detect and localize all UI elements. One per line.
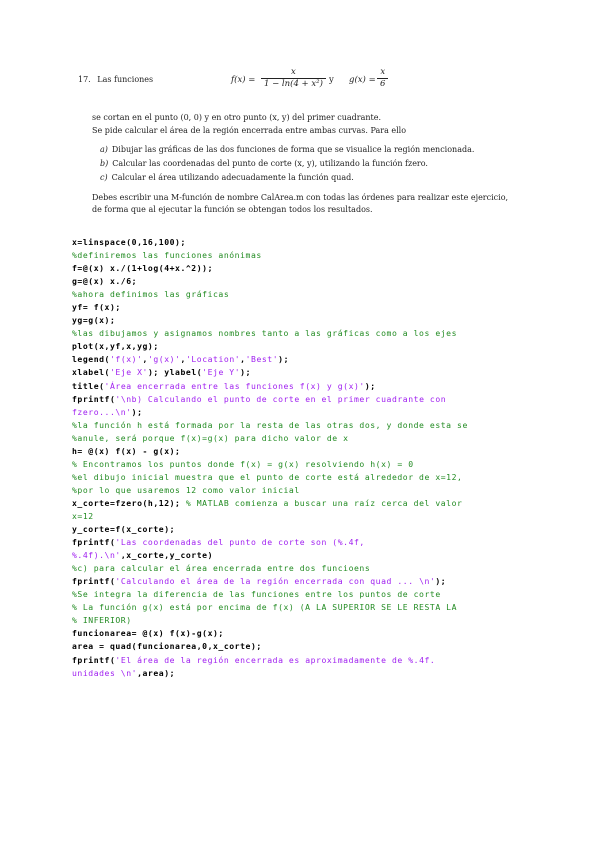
code-statement: x_corte=fzero(h,12); — [72, 497, 186, 508]
code-string: 'Eje Y' — [202, 367, 241, 378]
code-statement: y_corte=f(x_corte); — [72, 524, 176, 535]
code-statement: f=@(x) x./(1+log(4+x.^2)); — [72, 263, 213, 274]
problem-statement — [78, 67, 548, 214]
code-line — [72, 419, 532, 432]
code-statement: ); — [435, 576, 447, 587]
code-statement: ,x_corte,y_corte) — [120, 550, 214, 561]
code-line — [72, 366, 532, 379]
code-statement: ,area); — [137, 667, 176, 678]
code-statement: , — [180, 354, 186, 365]
task-label-a: a) — [100, 145, 108, 154]
problem-header — [78, 67, 548, 90]
code-string: 'El área de la región encerrada es aproximadamente de %.4f. — [115, 654, 436, 665]
code-line — [72, 549, 532, 562]
code-line — [72, 236, 532, 249]
code-comment: %Se integra la diferencia de las funciones entre los puntos de corte — [72, 589, 441, 600]
code-statement: legend( — [72, 354, 110, 365]
task-label-b: b) — [100, 159, 109, 168]
code-string: '\nb) Calculando el punto de corte en el primer cuadrante con — [115, 393, 447, 404]
code-statement: yg=g(x); — [72, 315, 116, 326]
f-fraction — [261, 67, 326, 90]
g-lhs: g(x) = — [349, 75, 376, 85]
code-string: 'Las coordenadas del punto de corte son (%.4f, — [115, 537, 365, 548]
problem-intro: Las funciones — [97, 75, 154, 84]
code-comment: %la función h está formada por la resta de las otras dos, y donde esta se — [72, 419, 468, 430]
code-string: 'f(x)' — [109, 354, 143, 365]
code-string: %.4f).\n' — [72, 550, 121, 561]
connector-y: y — [329, 75, 334, 85]
code-statement: ); — [240, 367, 251, 378]
task-item-b — [100, 158, 428, 169]
code-comment: %anule, será porque f(x)=g(x) para dicho valor de x — [72, 432, 349, 443]
task-text-a: Dibujar las gráficas de las dos funciones de forma que se visualice la región mencionada. — [111, 145, 475, 154]
code-statement: x=linspace(0,16,100); — [72, 237, 186, 247]
code-line — [72, 406, 532, 419]
code-statement: ); ylabel( — [147, 367, 203, 378]
code-line — [72, 614, 532, 627]
code-line — [72, 262, 532, 275]
code-line — [72, 654, 532, 667]
code-statement: , — [142, 354, 148, 365]
task-item-a — [100, 144, 474, 155]
task-item-c — [100, 172, 354, 183]
code-line — [72, 301, 532, 314]
code-line — [72, 667, 532, 680]
code-comment: %por lo que usaremos 12 como valor inicial — [72, 484, 300, 495]
code-comment: % MATLAB comienza a buscar una raíz cerca del valor — [185, 497, 463, 508]
code-statement: fprintf( — [72, 393, 116, 404]
code-line — [72, 471, 532, 484]
code-statement: ); — [364, 380, 376, 391]
code-comment: x=12 — [72, 510, 94, 521]
code-line — [72, 340, 532, 353]
f-denominator: 1 − ln(4 + x²) — [261, 78, 326, 90]
closing-line-2: de forma que al ejecutar la función se obtengan todos los resultados. — [92, 205, 373, 214]
code-statement: area = quad(funcionarea,0,x_corte); — [72, 641, 262, 652]
code-statement: g=@(x) x./6; — [72, 276, 138, 287]
code-comment: %ahora definimos las gráficas — [72, 289, 230, 300]
task-text-b: Calcular las coordenadas del punto de corte (x, y), utilizando la función fzero. — [112, 159, 428, 168]
code-line — [72, 497, 532, 510]
code-statement: , — [240, 354, 246, 365]
code-string: 'Área encerrada entre las funciones f(x) y g(x)' — [104, 380, 365, 391]
code-statement: fprintf( — [72, 654, 116, 665]
code-comment: %c) para calcular el área encerrada entre dos funcioens — [72, 563, 371, 574]
g-numerator: x — [380, 67, 386, 77]
f-lhs: f(x) = — [231, 75, 256, 85]
code-statement: h= @(x) f(x) - g(x); — [72, 445, 181, 456]
problem-number — [78, 74, 153, 85]
code-string: 'Location' — [185, 354, 241, 365]
code-string: 'Eje X' — [109, 367, 148, 378]
code-line — [72, 562, 532, 575]
code-statement: yf= f(x); — [72, 302, 121, 313]
code-comment: %definiremos las funciones anónimas — [72, 250, 262, 261]
g-denominator: 6 — [377, 78, 388, 90]
code-comment: %el dibujo inicial muestra que el punto de corte está alrededor de x=12, — [72, 471, 463, 482]
code-comment: % Encontramos los puntos donde f(x) = g(x) resolviendo h(x) = 0 — [72, 458, 414, 469]
function-formulas — [231, 67, 471, 100]
code-statement: ); — [278, 354, 290, 365]
code-statement: title( — [72, 380, 105, 391]
code-comment: %las dibujamos y asignamos nombres tanto a las gráficas como a los ejes — [72, 328, 458, 339]
task-text-c: Calcular el área utilizando adecuadamente la función quad. — [111, 173, 354, 182]
code-statement: ); — [131, 406, 143, 417]
code-line — [72, 536, 532, 549]
code-line — [72, 575, 532, 588]
code-string: unidades \n' — [72, 667, 138, 678]
code-comment: % La función g(x) está por encima de f(x) (A LA SUPERIOR SE LE RESTA LA — [72, 602, 458, 613]
code-line — [72, 458, 532, 471]
task-label-c: c) — [100, 173, 108, 182]
matlab-code-listing — [72, 236, 532, 680]
code-string: 'Calculando el área de la región encerrada con quad ... \n' — [115, 576, 436, 587]
code-string: fzero...\n' — [72, 406, 132, 417]
code-string: 'Best' — [245, 354, 279, 365]
code-statement: xlabel( — [72, 367, 110, 378]
code-statement: plot(x,yf,x,yg); — [72, 341, 159, 352]
code-line — [72, 327, 532, 340]
problem-number-text: 17. — [78, 75, 91, 84]
f-numerator: x — [291, 67, 296, 77]
code-line — [72, 588, 532, 601]
code-line — [72, 380, 532, 393]
code-line — [72, 432, 532, 445]
code-line — [72, 510, 532, 523]
code-line — [72, 445, 532, 458]
code-line — [72, 314, 532, 327]
problem-line-3: Se pide calcular el área de la región encerrada entre ambas curvas. Para ello — [92, 126, 407, 135]
code-line — [72, 288, 532, 301]
problem-line-2: se cortan en el punto (0, 0) y en otro punto (x, y) del primer cuadrante. — [92, 113, 382, 122]
code-statement: fprintf( — [72, 576, 116, 587]
code-line — [72, 275, 532, 288]
code-line — [72, 523, 532, 536]
code-statement: funcionarea= @(x) f(x)-g(x); — [72, 628, 224, 639]
g-fraction — [377, 67, 388, 90]
closing-line-1: Debes escribir una M-función de nombre CalArea.m con todas las órdenes para realizar este ejercicio, — [92, 193, 509, 202]
code-line — [72, 484, 532, 497]
code-line — [72, 249, 532, 262]
code-line — [72, 601, 532, 614]
code-string: 'g(x)' — [147, 354, 181, 365]
code-line — [72, 353, 532, 366]
code-line — [72, 640, 532, 653]
code-line — [72, 627, 532, 640]
code-comment: % INFERIOR) — [72, 615, 132, 626]
code-statement: fprintf( — [72, 537, 116, 548]
code-line — [72, 393, 532, 406]
